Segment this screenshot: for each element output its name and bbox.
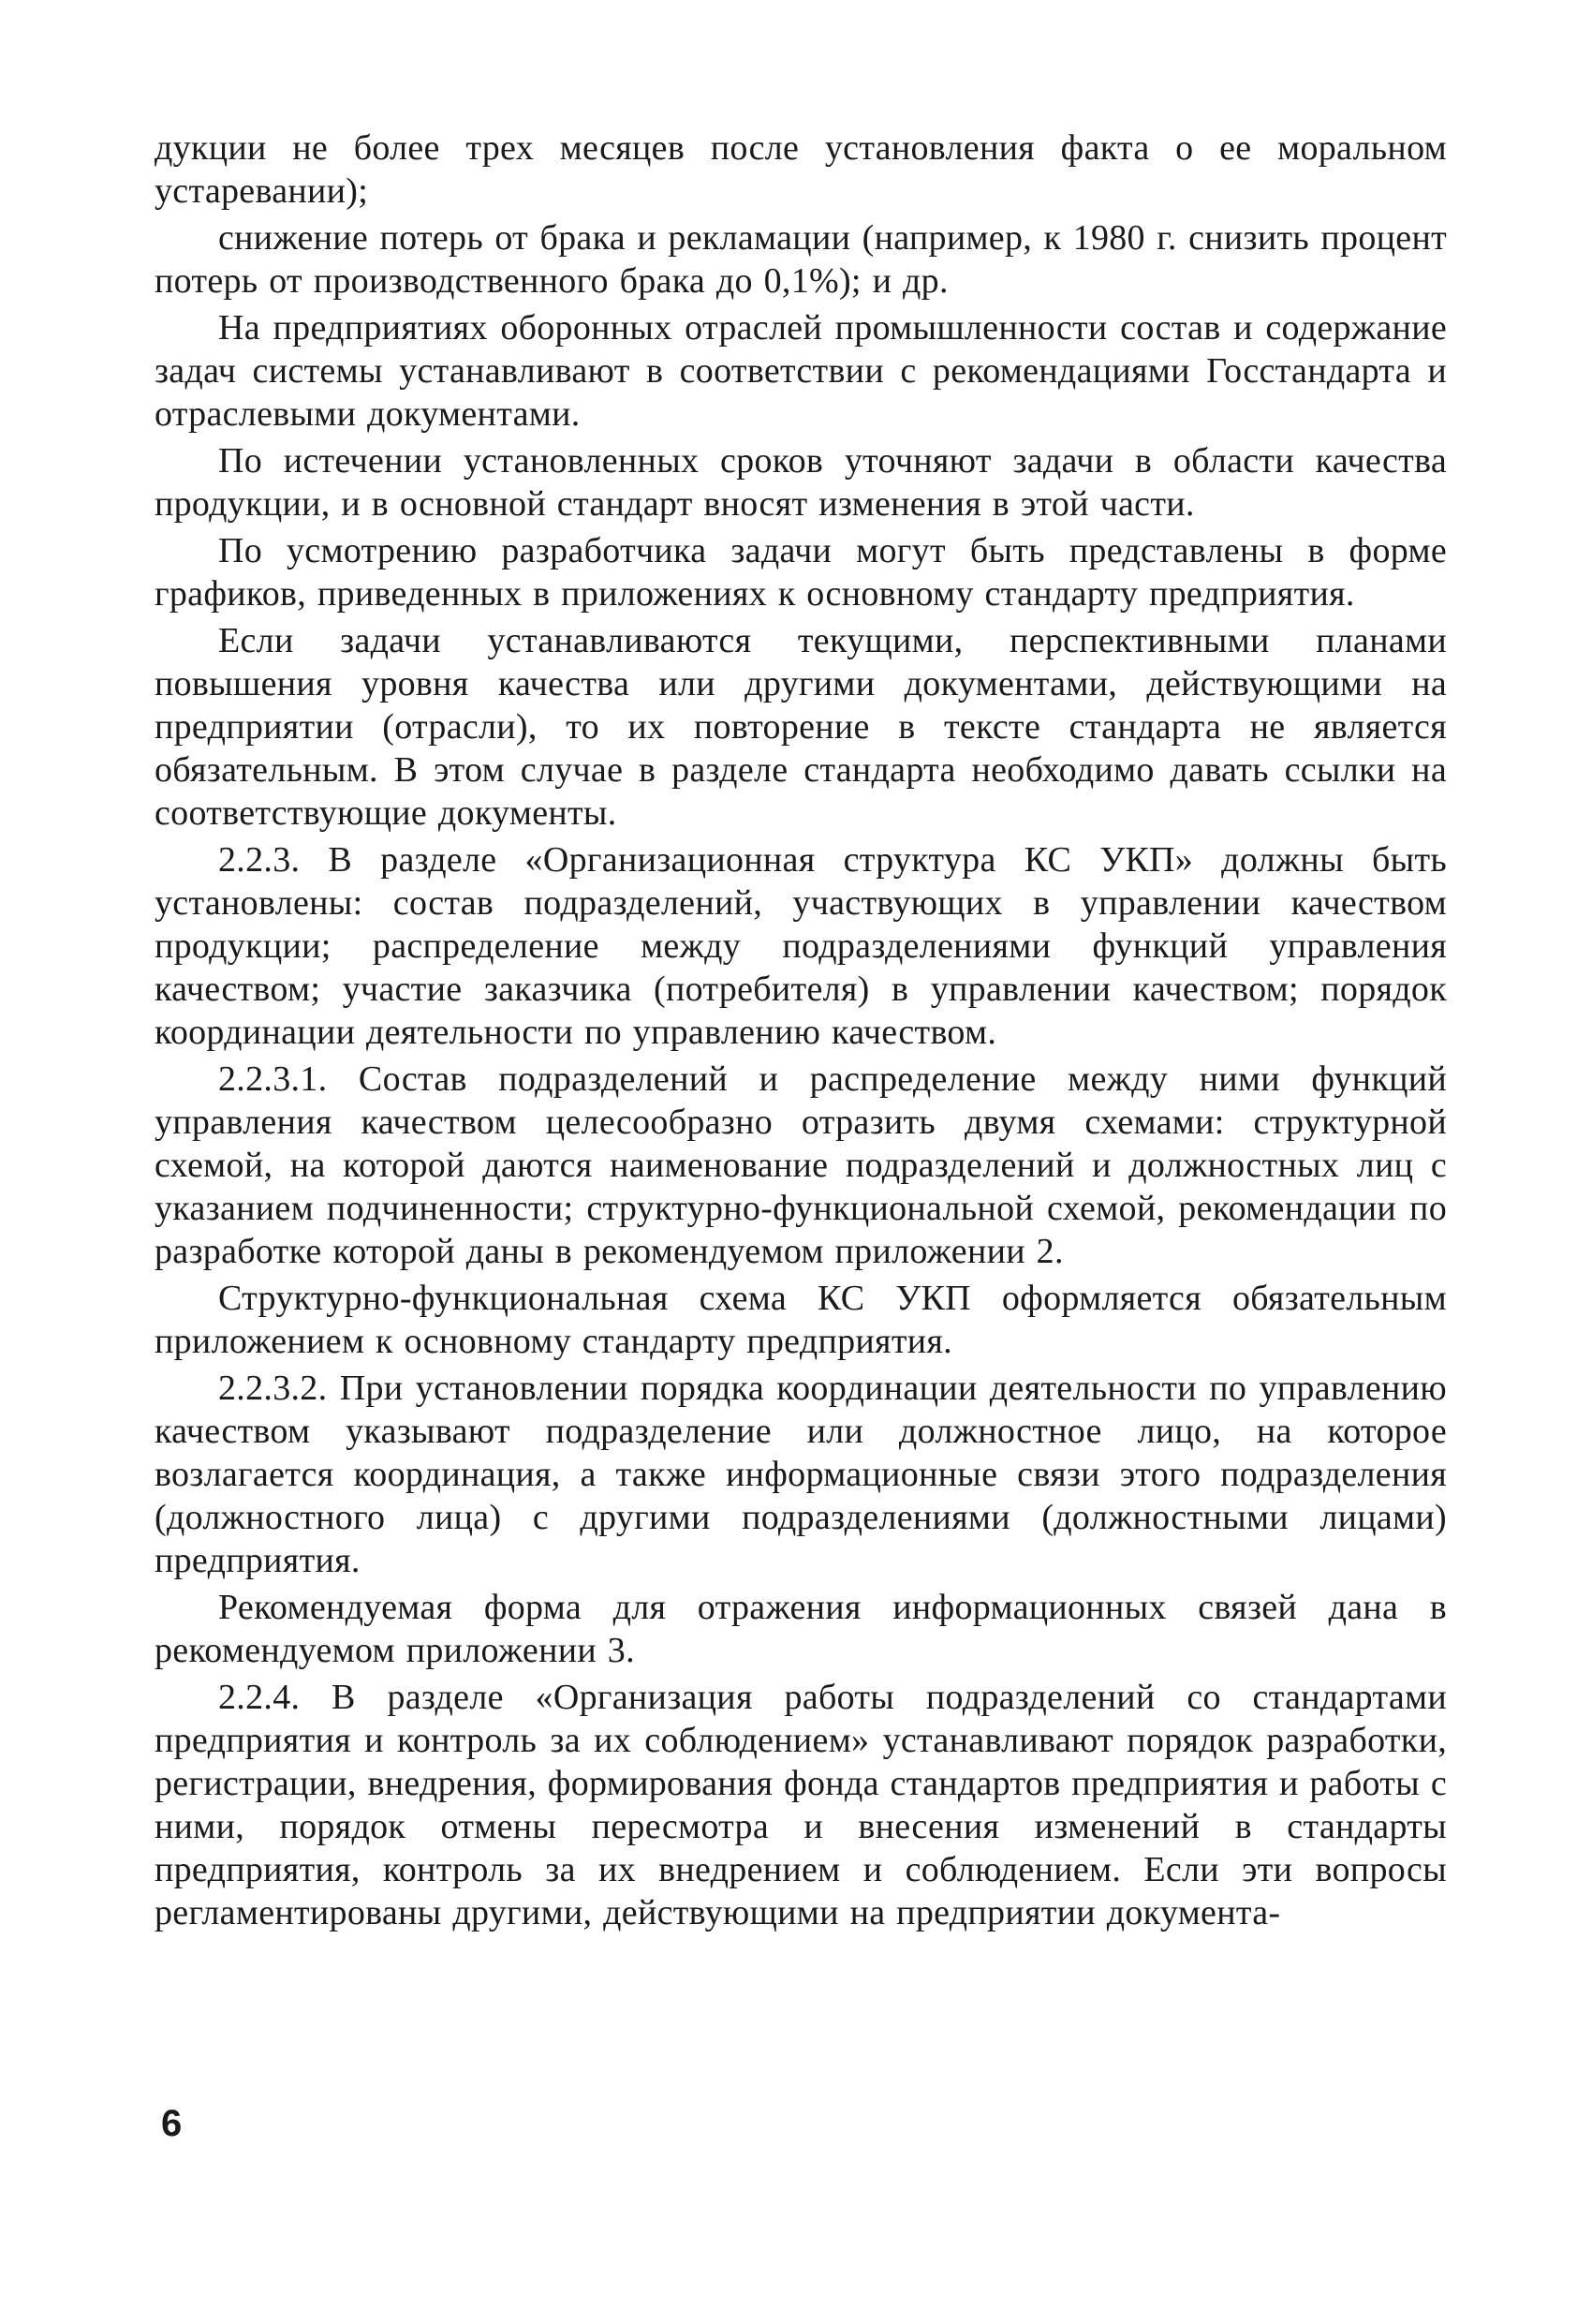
page-number: 6 xyxy=(161,2103,183,2144)
paragraph-3: На предприятиях оборонных отраслей промышленности состав и содержание задач системы устанавливают в соответствии с рекомендациями Госстандарта и отраслевыми документами. xyxy=(155,308,1447,434)
paragraph-10: 2.2.3.2. При установлении порядка координации деятельности по управлению качеством указывают подразделение или должностное лицо, на которое возлагается координация, а также информационные связи этого подразделения (должностного лица) с другими подразделениями (должностными лицами) предприятия. xyxy=(155,1369,1447,1580)
paragraph-4: По истечении установленных сроков уточняют задачи в области качества продукции, и в основной стандарт вносят изменения в этой части. xyxy=(155,441,1447,524)
paragraph-6: Если задачи устанавливаются текущими, перспективными планами повышения уровня качества или другими документами, действующими на предприятии (отрасли), то их повторение в тексте стандарта не является обязательным. В этом случае в разделе стандарта необходимо давать ссылки на соответствующие документы. xyxy=(155,621,1447,833)
paragraph-11: Рекомендуемая форма для отражения информационных связей дана в рекомендуемом приложении 3. xyxy=(155,1588,1447,1670)
paragraph-9: Структурно-функциональная схема КС УКП оформляется обязательным приложением к основному стандарту предприятия. xyxy=(155,1279,1447,1361)
page-body xyxy=(155,126,1447,1934)
paragraph-2: снижение потерь от брака и рекламации (например, к 1980 г. снизить процент потерь от производственного брака до 0,1%); и др. xyxy=(155,218,1447,301)
paragraph-12: 2.2.4. В разделе «Организация работы подразделений со стандартами предприятия и контроль за их соблюдением» устанавливают порядок разработки, регистрации, внедрения, формирования фонда стандартов предприятия и работы с ними, порядок отмены пересмотра и внесения изменений в стандарты предприятия, контроль за их внедрением и соблюдением. Если эти вопросы регламентированы другими, действующими на предприятии документа- xyxy=(155,1678,1447,1932)
paragraph-7: 2.2.3. В разделе «Организационная структура КС УКП» должны быть установлены: состав подразделений, участвующих в управлении качеством продукции; распределение между подразделениями функций управления качеством; участие заказчика (потребителя) в управлении качеством; порядок координации деятельности по управлению качеством. xyxy=(155,840,1447,1052)
paragraph-1: дукции не более трех месяцев после установления факта о ее моральном устаревании); xyxy=(155,128,1447,211)
paragraph-5: По усмотрению разработчика задачи могут быть представлены в форме графиков, приведенных в приложениях к основному стандарту предприятия. xyxy=(155,531,1447,614)
paragraph-8: 2.2.3.1. Состав подразделений и распределение между ними функций управления качеством целесообразно отразить двумя схемами: структурной схемой, на которой даются наименование подразделений и должностных лиц с указанием подчиненности; структурно-функциональной схемой, рекомендации по разработке которой даны в рекомендуемом приложении 2. xyxy=(155,1059,1447,1271)
